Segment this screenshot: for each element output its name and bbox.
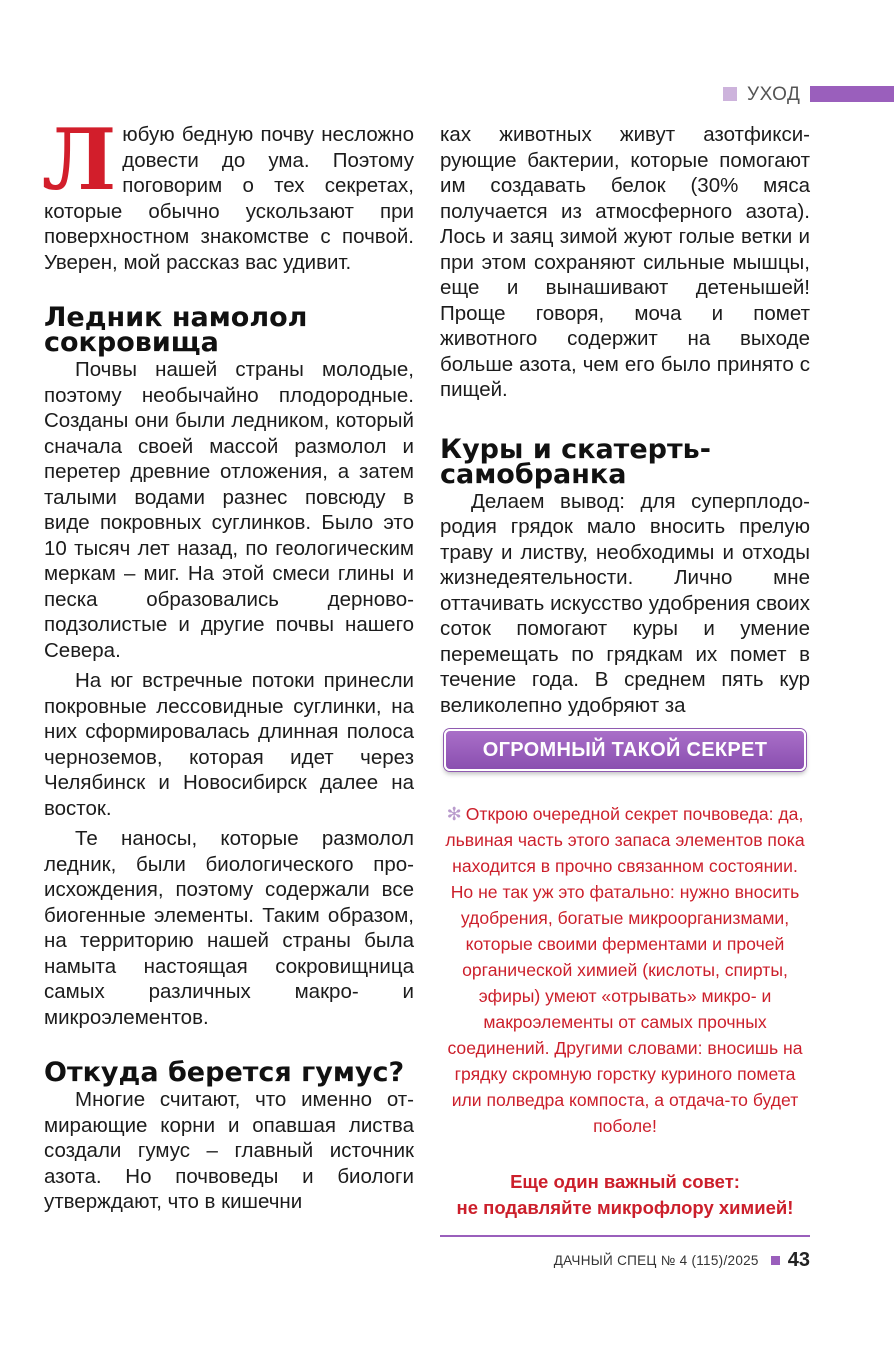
heading-glacier: Ледник намолол сокровища: [44, 302, 308, 358]
secret-body: Открою очередной секрет почвоведа: да, львиная часть этого запаса элементов пока находится в прочно связанном состоянии. Но не так уж это фатально: нужно вносить удобрения, богатые микроорганизмами, которые своими ферментами и прочей органической химией (кислоты, спирты, эфиры) умеют «отрывать» микро- и макроэлементы от самых прочных соединений. Другими словами: вносишь на грядку скромную горстку куриного помета или полведра компоста, а отдача-то будет поболе!: [445, 804, 805, 1136]
paragraph: Те наносы, которые размолол ледник, были биологического происхождения, поэтому содержали все биогенные элементы. Таким образом, на территорию нашей страны была намыта настоящая сокровищница самых различных макро- и микроэлементов.: [44, 827, 414, 1029]
heading-humus: Откуда берется гумус?: [44, 1057, 405, 1088]
paragraph: Делаем вывод: для суперплодородия грядок мало вносить прелую траву и листву, необходимы и отходы жизнедеятельности. Лично мне оттачивать искусство удобрения своих соток помогают куры и умение перемещать по грядкам их помет в течение года. В среднем пять кур великолепно удобряют за: [440, 489, 810, 717]
section-bar: [810, 86, 894, 102]
paragraph: Почвы нашей страны молодые, поэтому необычайно плодородные. Созданы они были ледником, который сначала своей массой размолол и перетер древние отложения, а затем талыми водами разнес повсюду в виде покровных суглинков. Было это 10 тысяч лет назад, по геологическим меркам – миг. На этой смеси глины и песка образовались дерново-подзолистые и другие почвы нашего Севера.: [44, 358, 414, 662]
left-column: [42, 110, 414, 1215]
intro-paragraph: [42, 110, 414, 275]
secret-text: [440, 801, 810, 1139]
section-square-icon: [723, 87, 737, 101]
section-label: УХОД: [747, 84, 801, 105]
intro-text: юбую бедную почву несложно довести до ума. Поэтому поговорим о тех секретах, которые обычно ускользают при поверхностном знакомстве с почвой. Уверен, мой рассказ вас удивит.: [44, 123, 414, 274]
paragraph: ках животных живут азотфиксирующие бактерии, которые помогают им создавать белок (30% мяса получается из атмосферного азота). Лось и заяц зимой жуют голые ветки и при этом сохраняют сильные мышцы, еще и вынашивают детенышей! Проще говоря, моча и помет животного содержит на выходе больше азота, чем его было принято с пищей.: [440, 123, 810, 401]
page-number: 43: [787, 1248, 810, 1271]
advice-line: Еще один важный совет:: [510, 1171, 740, 1192]
magazine-issue: ДАЧНЫЙ СПЕЦ № 4 (115)/2025: [553, 1252, 759, 1268]
advice-line: не подавляйте микрофлору химией!: [456, 1197, 794, 1218]
secret-title-banner: [444, 729, 806, 771]
snowflake-icon: ✻: [446, 804, 462, 824]
secret-title: ОГРОМНЫЙ ТАКОЙ СЕКРЕТ: [482, 739, 768, 761]
paragraph: Многие считают, что именно отмирающие корни и опавшая листва создали гумус – главный источник азота. Но почвоведы и биологи утверждают, что в кишечни: [44, 1088, 414, 1213]
section-tag: [720, 84, 894, 106]
divider: [440, 1235, 810, 1237]
advice: [440, 1169, 810, 1221]
footer-square-icon: [771, 1256, 780, 1265]
heading-chickens: Куры и скатерть-самобранка: [440, 433, 711, 490]
drop-cap: Л: [42, 110, 117, 209]
page-footer: [554, 1248, 810, 1272]
paragraph: На юг встречные потоки принесли покровные лессовидные суглинки, на них сформировалась длинная полоса черноземов, которая идет через Челябинск и Новосибирск далее на восток.: [44, 669, 414, 820]
right-column: [440, 122, 810, 718]
secret-box: [440, 729, 810, 1237]
